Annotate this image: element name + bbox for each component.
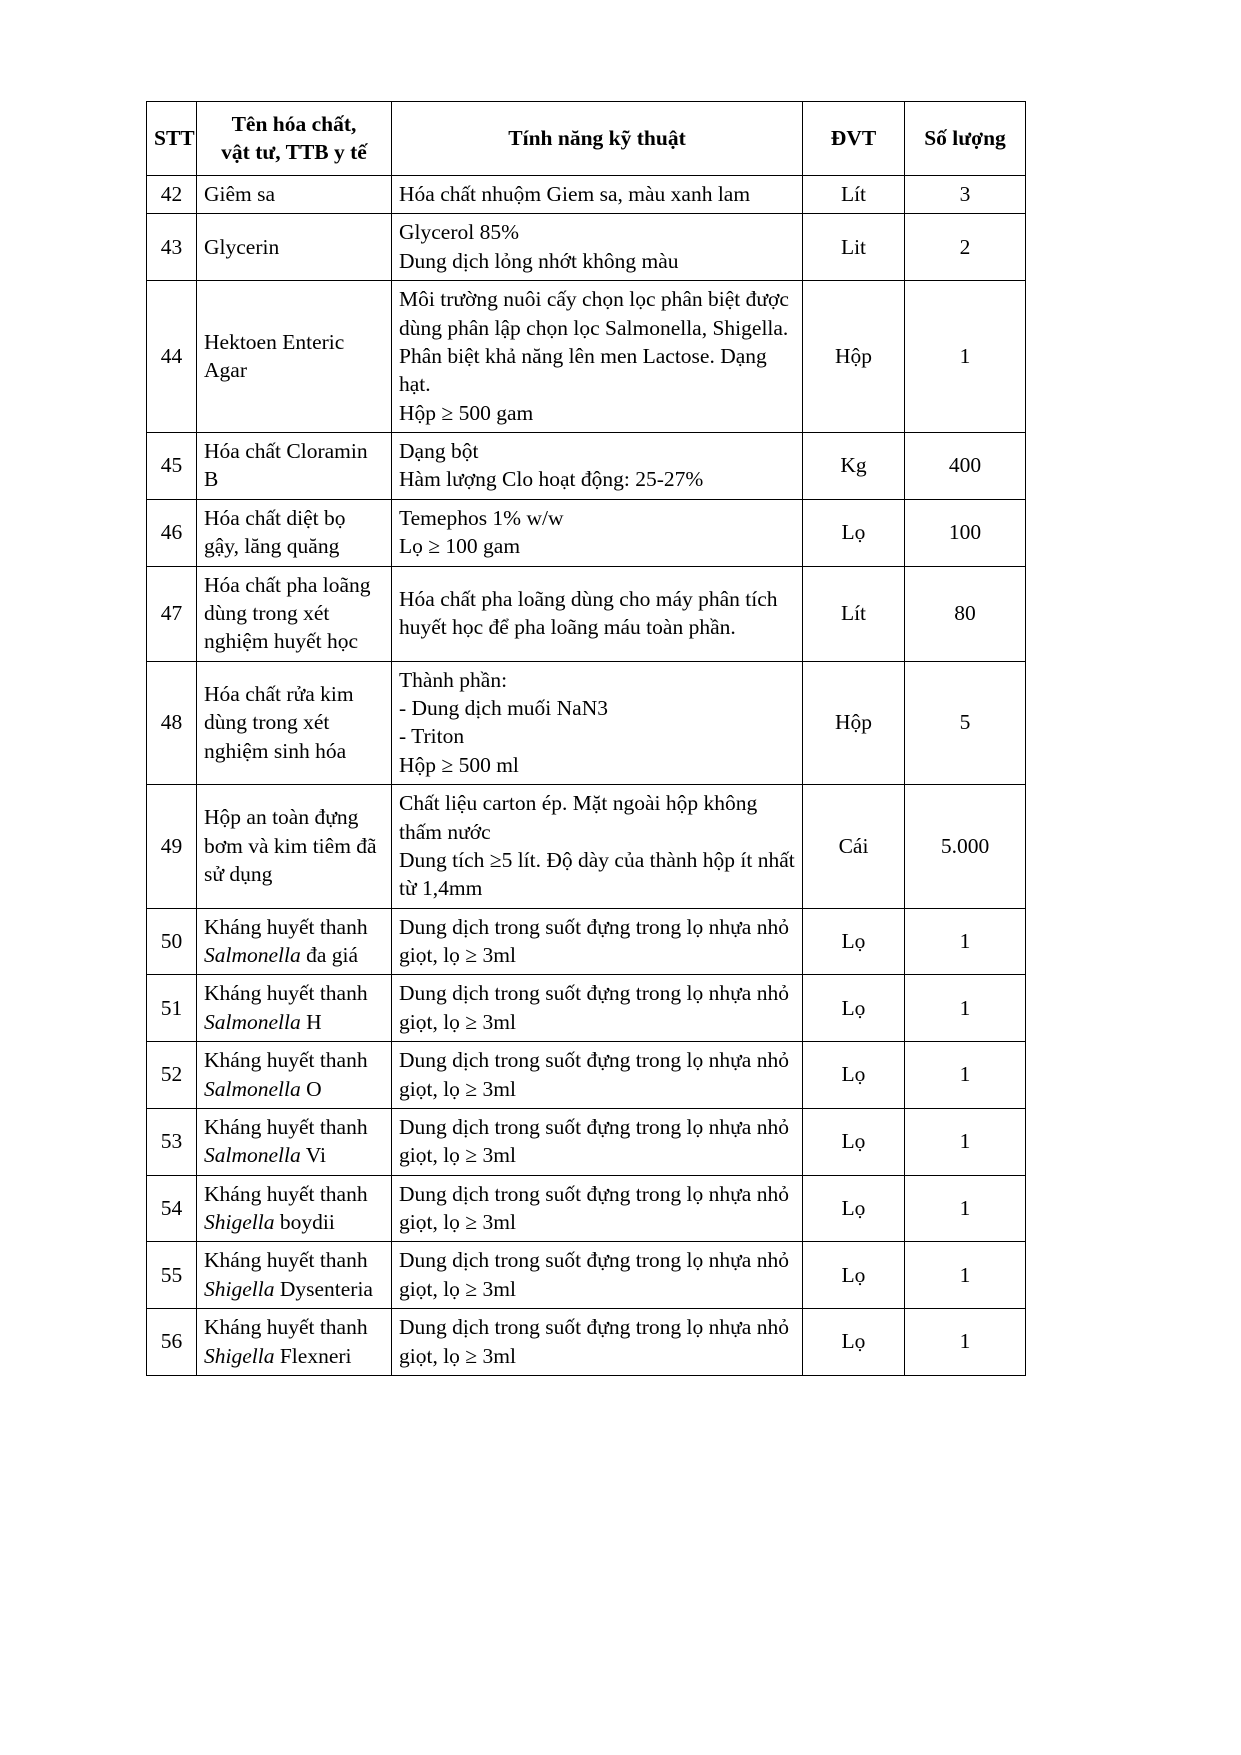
cell-item-name bbox=[197, 214, 392, 281]
item-name-text: H bbox=[300, 1009, 322, 1034]
specification-line: Dung dịch trong suốt đựng trong lọ nhựa nhỏ giọt, lọ ≥ 3ml bbox=[399, 981, 789, 1034]
cell-unit: Lít bbox=[803, 176, 905, 214]
cell-stt: 54 bbox=[147, 1175, 197, 1242]
specification-line: Hàm lượng Clo hoạt động: 25-27% bbox=[399, 467, 704, 492]
cell-item-name bbox=[197, 1309, 392, 1376]
specification-line: Chất liệu carton ép. Mặt ngoài hộp không thấm nước bbox=[399, 791, 758, 844]
cell-specification bbox=[392, 1108, 803, 1175]
specification-line: Dung dịch lỏng nhớt không màu bbox=[399, 248, 679, 273]
item-name-text: Kháng huyết thanh bbox=[204, 981, 368, 1006]
specification-line: Dung tích ≥5 lít. Độ dày của thành hộp ít nhất từ 1,4mm bbox=[399, 847, 795, 901]
item-name-text: Kháng huyết thanh bbox=[204, 914, 368, 939]
column-header-unit: ĐVT bbox=[803, 102, 905, 176]
table-row bbox=[147, 281, 1026, 433]
specification-line: Dung dịch trong suốt đựng trong lọ nhựa nhỏ giọt, lọ ≥ 3ml bbox=[399, 914, 789, 968]
cell-stt: 50 bbox=[147, 908, 197, 975]
cell-specification bbox=[392, 281, 803, 433]
item-name-emphasis: Salmonella bbox=[204, 1143, 301, 1168]
cell-unit: Kg bbox=[803, 433, 905, 500]
item-name-text: Kháng huyết thanh bbox=[204, 1114, 368, 1139]
specification-line: Môi trường nuôi cấy chọn lọc phân biệt được dùng phân lập chọn lọc Salmonella, Shigella. Phân biệt khả năng lên men Lactose. Dạng hạt. bbox=[399, 287, 789, 397]
cell-quantity: 400 bbox=[905, 433, 1026, 500]
cell-stt: 48 bbox=[147, 661, 197, 785]
cell-specification bbox=[392, 214, 803, 281]
item-name-text: boydii bbox=[274, 1210, 335, 1235]
cell-item-name bbox=[197, 1242, 392, 1309]
cell-item-name bbox=[197, 499, 392, 566]
item-name-text: Glycerin bbox=[204, 234, 280, 259]
column-header-name-line1: Tên hóa chất, bbox=[231, 112, 357, 136]
specification-line: Dung dịch trong suốt đựng trong lọ nhựa nhỏ giọt, lọ ≥ 3ml bbox=[399, 1248, 789, 1301]
cell-specification bbox=[392, 1042, 803, 1109]
cell-item-name bbox=[197, 908, 392, 975]
cell-specification bbox=[392, 433, 803, 500]
cell-stt: 51 bbox=[147, 975, 197, 1042]
cell-specification bbox=[392, 1175, 803, 1242]
cell-unit: Lọ bbox=[803, 1108, 905, 1175]
cell-specification bbox=[392, 975, 803, 1042]
table-row bbox=[147, 214, 1026, 281]
item-name-text: Kháng huyết thanh bbox=[204, 1181, 368, 1206]
cell-quantity: 1 bbox=[905, 1042, 1026, 1109]
item-name-text: Hóa chất diệt bọ gậy, lăng quăng bbox=[204, 505, 346, 559]
specification-line: Dung dịch trong suốt đựng trong lọ nhựa nhỏ giọt, lọ ≥ 3ml bbox=[399, 1181, 789, 1235]
table-row bbox=[147, 433, 1026, 500]
cell-specification bbox=[392, 566, 803, 661]
table-row bbox=[147, 566, 1026, 661]
cell-item-name bbox=[197, 661, 392, 785]
cell-stt: 44 bbox=[147, 281, 197, 433]
item-name-emphasis: Shigella bbox=[204, 1210, 275, 1235]
cell-stt: 53 bbox=[147, 1108, 197, 1175]
item-name-text: Kháng huyết thanh bbox=[204, 1048, 368, 1073]
cell-unit: Lít bbox=[803, 566, 905, 661]
table-header bbox=[147, 102, 1026, 176]
specification-line: Hộp ≥ 500 ml bbox=[399, 752, 519, 777]
item-name-emphasis: Salmonella bbox=[204, 1076, 301, 1101]
cell-specification bbox=[392, 661, 803, 785]
column-header-name-line2: vật tư, TTB y tế bbox=[221, 139, 367, 164]
cell-quantity: 5 bbox=[905, 661, 1026, 785]
cell-item-name bbox=[197, 281, 392, 433]
table-row bbox=[147, 499, 1026, 566]
item-name-text: đa giá bbox=[300, 943, 359, 968]
item-name-text: Giêm sa bbox=[204, 182, 276, 207]
specification-line: - Triton bbox=[399, 724, 465, 749]
specification-line: Dung dịch trong suốt đựng trong lọ nhựa nhỏ giọt, lọ ≥ 3ml bbox=[399, 1048, 789, 1101]
table-row bbox=[147, 1042, 1026, 1109]
item-name-text: Kháng huyết thanh bbox=[204, 1315, 368, 1340]
table-row bbox=[147, 1242, 1026, 1309]
table-row bbox=[147, 1309, 1026, 1376]
cell-quantity: 5.000 bbox=[905, 785, 1026, 909]
specification-line: - Dung dịch muối NaN3 bbox=[399, 696, 608, 721]
cell-specification bbox=[392, 499, 803, 566]
table-body bbox=[147, 176, 1026, 1376]
table-row bbox=[147, 1175, 1026, 1242]
item-name-emphasis: Shigella bbox=[204, 1276, 275, 1301]
table-row bbox=[147, 1108, 1026, 1175]
cell-quantity: 1 bbox=[905, 1309, 1026, 1376]
cell-stt: 56 bbox=[147, 1309, 197, 1376]
item-name-text: Dysenteria bbox=[274, 1276, 373, 1301]
cell-stt: 55 bbox=[147, 1242, 197, 1309]
table-row bbox=[147, 785, 1026, 909]
specification-line: Hóa chất pha loãng dùng cho máy phân tích huyết học để pha loãng máu toàn phần. bbox=[399, 586, 778, 640]
cell-item-name bbox=[197, 785, 392, 909]
cell-stt: 45 bbox=[147, 433, 197, 500]
cell-item-name bbox=[197, 1175, 392, 1242]
specification-line: Dung dịch trong suốt đựng trong lọ nhựa nhỏ giọt, lọ ≥ 3ml bbox=[399, 1114, 789, 1168]
cell-quantity: 1 bbox=[905, 975, 1026, 1042]
cell-item-name bbox=[197, 1042, 392, 1109]
cell-specification bbox=[392, 1309, 803, 1376]
cell-stt: 49 bbox=[147, 785, 197, 909]
cell-stt: 43 bbox=[147, 214, 197, 281]
cell-unit: Lọ bbox=[803, 1309, 905, 1376]
cell-unit: Hộp bbox=[803, 281, 905, 433]
cell-specification bbox=[392, 908, 803, 975]
cell-item-name bbox=[197, 1108, 392, 1175]
cell-stt: 52 bbox=[147, 1042, 197, 1109]
item-name-text: Hóa chất rửa kim dùng trong xét nghiệm sinh hóa bbox=[204, 681, 354, 763]
item-name-emphasis: Shigella bbox=[204, 1343, 275, 1368]
item-name-text: Hóa chất Cloramin B bbox=[204, 439, 368, 492]
item-name-text: Flexneri bbox=[274, 1343, 352, 1368]
cell-stt: 47 bbox=[147, 566, 197, 661]
cell-quantity: 2 bbox=[905, 214, 1026, 281]
specification-line: Temephos 1% w/w bbox=[399, 505, 564, 530]
cell-stt: 42 bbox=[147, 176, 197, 214]
cell-item-name bbox=[197, 176, 392, 214]
cell-unit: Cái bbox=[803, 785, 905, 909]
cell-specification bbox=[392, 785, 803, 909]
item-name-emphasis: Salmonella bbox=[204, 943, 301, 968]
table-row bbox=[147, 975, 1026, 1042]
cell-unit: Lọ bbox=[803, 1175, 905, 1242]
cell-quantity: 3 bbox=[905, 176, 1026, 214]
cell-quantity: 1 bbox=[905, 1175, 1026, 1242]
item-name-text: Hóa chất pha loãng dùng trong xét nghiệm huyết học bbox=[204, 572, 371, 654]
column-header-stt: STT bbox=[147, 102, 197, 176]
column-header-spec: Tính năng kỹ thuật bbox=[392, 102, 803, 176]
cell-unit: Hộp bbox=[803, 661, 905, 785]
cell-unit: Lọ bbox=[803, 908, 905, 975]
item-name-text: Hộp an toàn đựng bơm và kim tiêm đã sử dụng bbox=[204, 805, 377, 887]
cell-quantity: 1 bbox=[905, 908, 1026, 975]
specification-line: Dung dịch trong suốt đựng trong lọ nhựa nhỏ giọt, lọ ≥ 3ml bbox=[399, 1315, 789, 1368]
cell-item-name bbox=[197, 433, 392, 500]
cell-specification bbox=[392, 176, 803, 214]
cell-item-name bbox=[197, 975, 392, 1042]
specification-line: Hộp ≥ 500 gam bbox=[399, 400, 534, 425]
cell-unit: Lit bbox=[803, 214, 905, 281]
table-row bbox=[147, 176, 1026, 214]
specification-line: Dạng bột bbox=[399, 439, 479, 464]
column-header-qty: Số lượng bbox=[905, 102, 1026, 176]
item-name-text: Hektoen Enteric Agar bbox=[204, 329, 345, 383]
table-header-row bbox=[147, 102, 1026, 176]
cell-quantity: 80 bbox=[905, 566, 1026, 661]
table-row bbox=[147, 661, 1026, 785]
medical-supplies-table bbox=[146, 101, 1026, 1376]
specification-line: Lọ ≥ 100 gam bbox=[399, 534, 521, 559]
item-name-emphasis: Salmonella bbox=[204, 1009, 301, 1034]
cell-quantity: 100 bbox=[905, 499, 1026, 566]
cell-unit: Lọ bbox=[803, 1042, 905, 1109]
cell-unit: Lọ bbox=[803, 975, 905, 1042]
cell-stt: 46 bbox=[147, 499, 197, 566]
item-name-text: Kháng huyết thanh bbox=[204, 1248, 368, 1273]
table-row bbox=[147, 908, 1026, 975]
specification-line: Thành phần: bbox=[399, 667, 508, 692]
cell-unit: Lọ bbox=[803, 1242, 905, 1309]
specification-line: Hóa chất nhuộm Giem sa, màu xanh lam bbox=[399, 182, 751, 207]
specification-line: Glycerol 85% bbox=[399, 220, 520, 245]
cell-quantity: 1 bbox=[905, 281, 1026, 433]
cell-item-name bbox=[197, 566, 392, 661]
cell-quantity: 1 bbox=[905, 1242, 1026, 1309]
item-name-text: Vi bbox=[300, 1143, 326, 1168]
item-name-text: O bbox=[300, 1076, 322, 1101]
cell-quantity: 1 bbox=[905, 1108, 1026, 1175]
column-header-name bbox=[197, 102, 392, 176]
cell-unit: Lọ bbox=[803, 499, 905, 566]
cell-specification bbox=[392, 1242, 803, 1309]
